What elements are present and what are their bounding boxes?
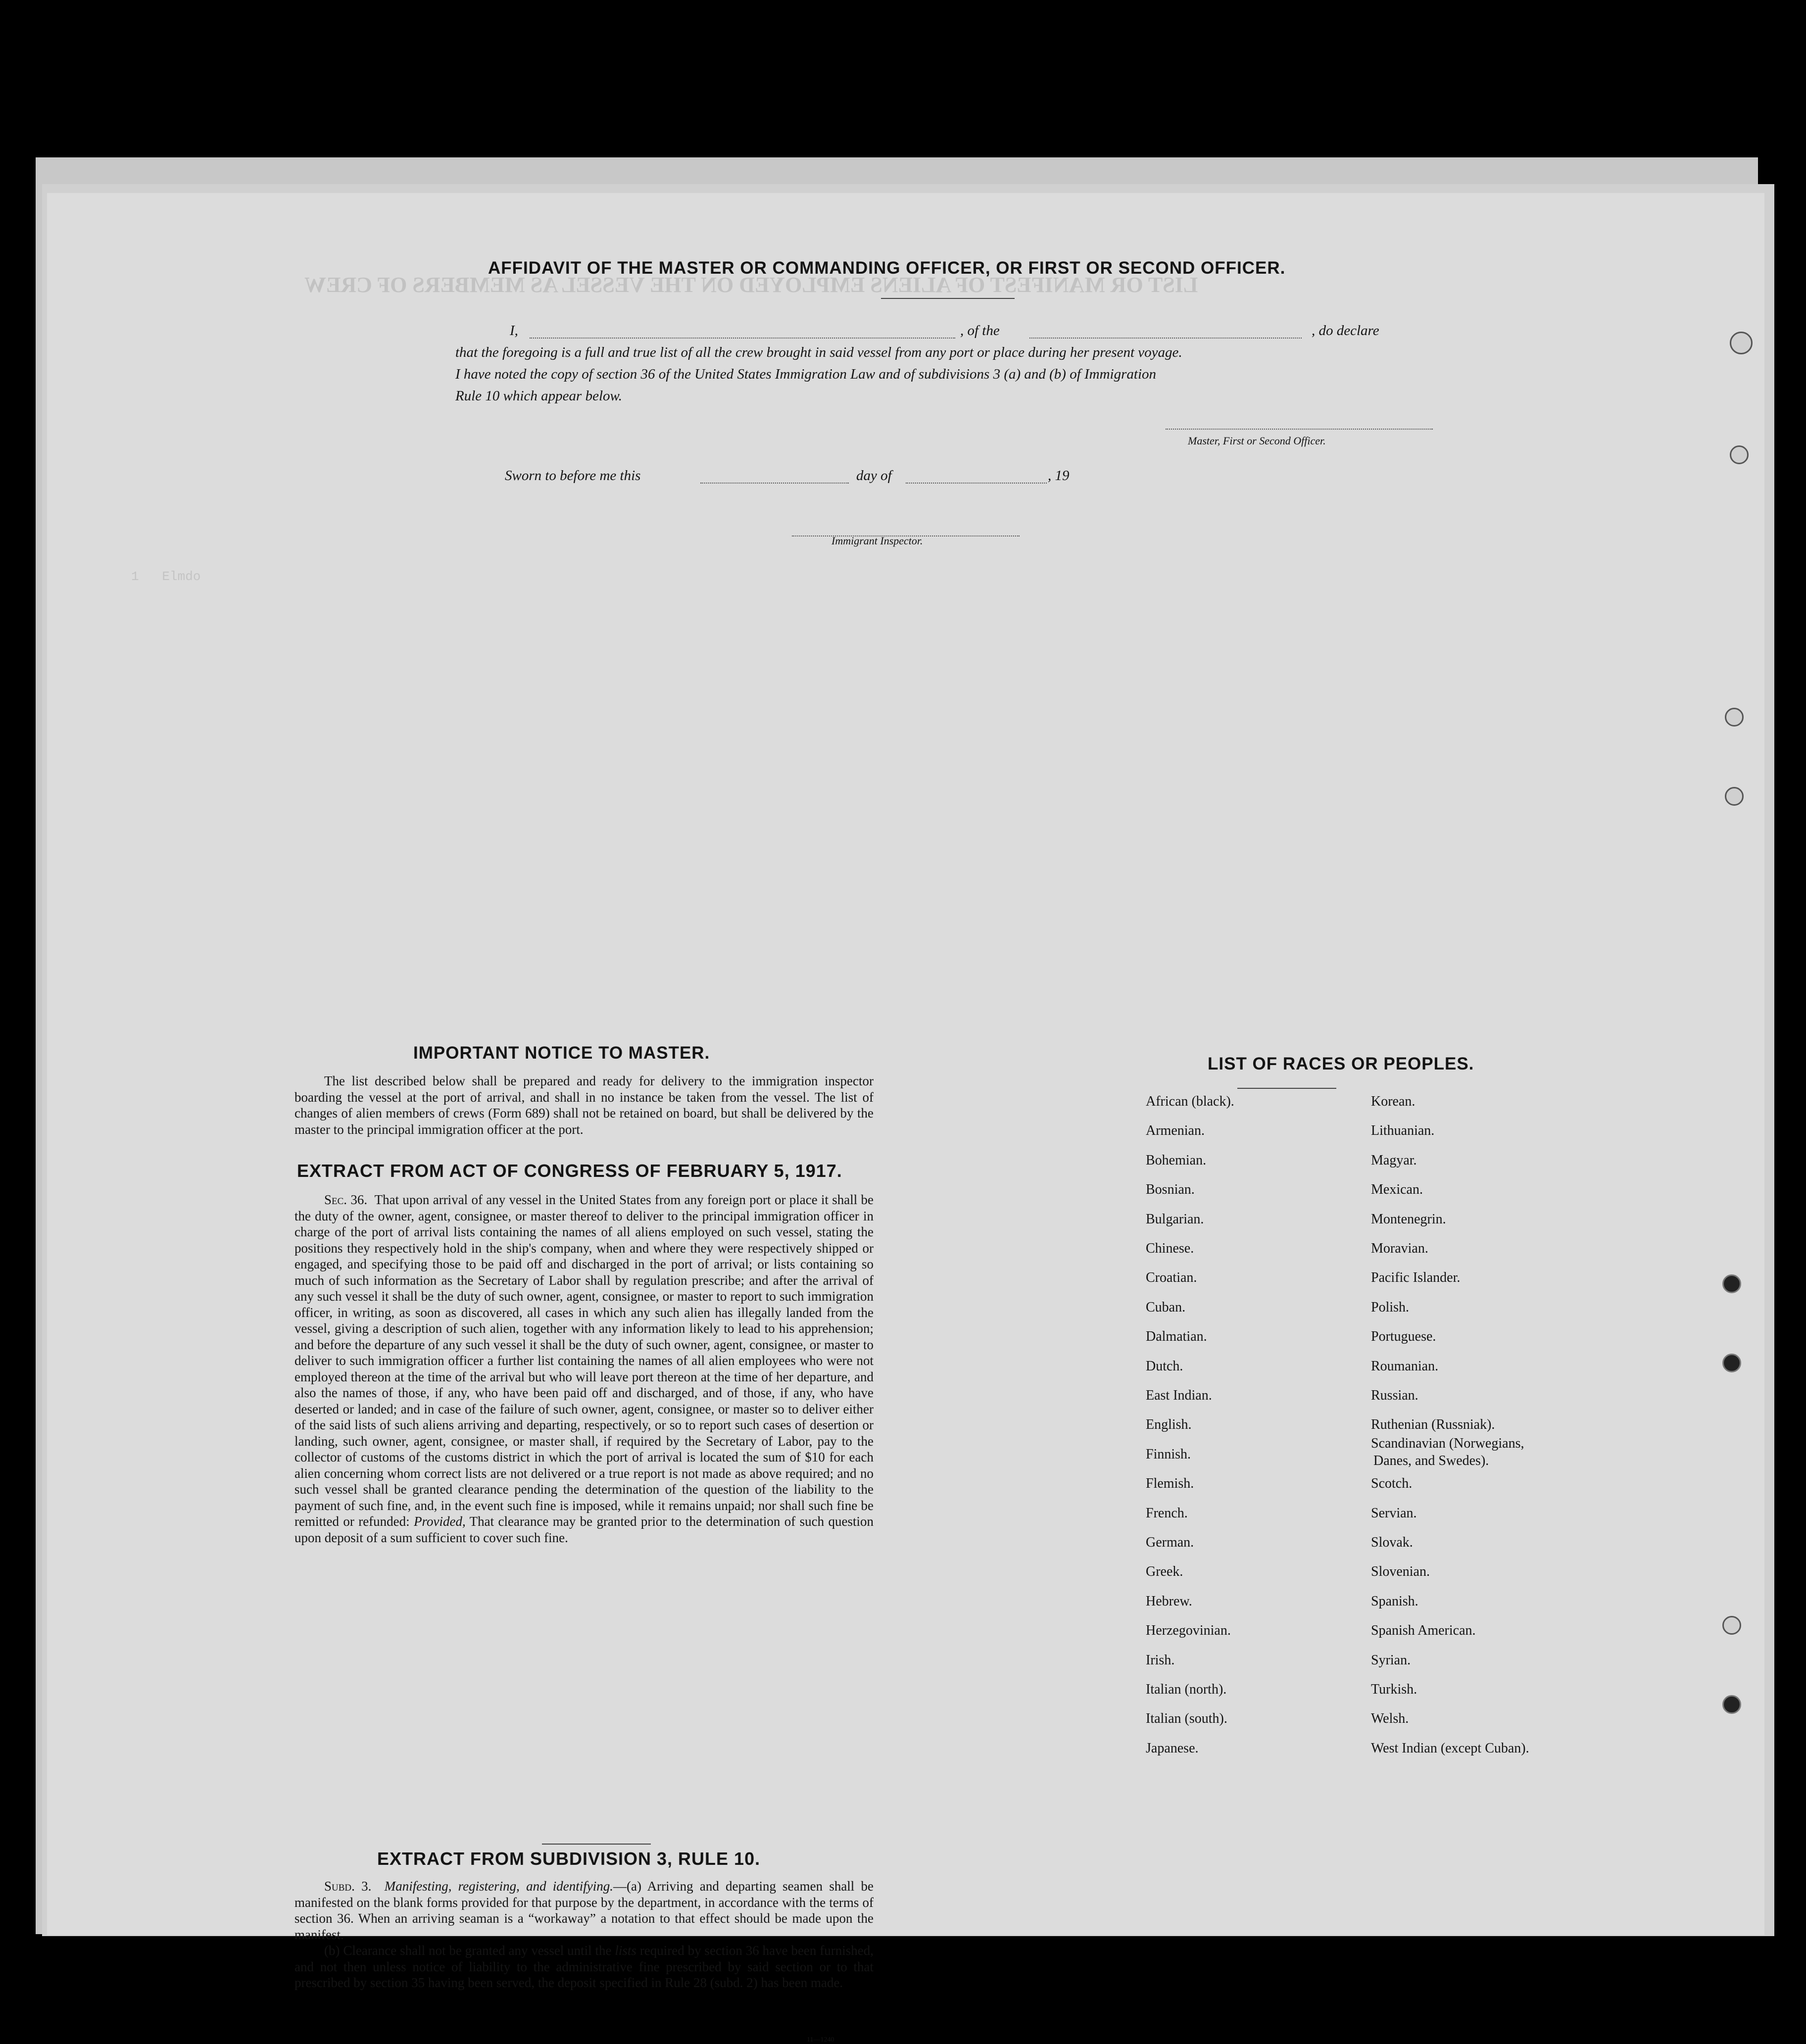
notice-paragraph: The list described below shall be prepared and ready for delivery to the immigration inspector boarding the vessel at the port of arrival, and shall in no instance be taken from the vessel. The list of changes of alien members of crews (Form 689) shall not be retained on board, but shall be delivered by the master to the principal immigration officer at the port. <box>294 1073 874 1137</box>
race-item: Italian (north). <box>1146 1682 1227 1697</box>
act-divider <box>542 1844 651 1845</box>
notice-title: IMPORTANT NOTICE TO MASTER. <box>413 1043 710 1063</box>
race-item: Syrian. <box>1371 1652 1411 1668</box>
race-item: Greek. <box>1146 1564 1183 1580</box>
race-item: Scotch. <box>1371 1476 1413 1492</box>
race-item: Herzegovinian. <box>1146 1623 1231 1639</box>
section-label: Sec. 36. <box>324 1192 368 1207</box>
subd-a-text: —(a) Arriving and departing seamen shall be manifested on the blank forms provided for that purpose by the department, in accordance with the terms of section 36. When an arriving seaman is a “workaway” a notation to that effect should be made upon the manifest. <box>294 1879 874 1942</box>
race-scandinavian-cont: Danes, and Swedes). <box>1373 1453 1489 1468</box>
master-name-field[interactable] <box>530 338 955 339</box>
master-signature-field[interactable] <box>1166 429 1433 430</box>
race-item: Ruthenian (Russniak). <box>1371 1417 1495 1433</box>
race-item: Cuban. <box>1146 1299 1186 1315</box>
race-item: Flemish. <box>1146 1476 1194 1492</box>
bleed-through-heading: LIST OR MANIFEST OF ALIENS EMPLOYED ON THE VESSEL AS MEMBERS OF CREW <box>304 273 1198 297</box>
race-item: Italian (south). <box>1146 1711 1227 1727</box>
sworn-day-field[interactable] <box>700 483 849 484</box>
bleed-through-row: 1 Elmdo <box>131 569 1104 584</box>
race-item: Dutch. <box>1146 1358 1183 1374</box>
race-item: Spanish American. <box>1371 1623 1476 1639</box>
race-item: Bulgarian. <box>1146 1211 1204 1227</box>
race-item: Dalmatian. <box>1146 1329 1207 1345</box>
vessel-name-field[interactable] <box>1029 338 1302 339</box>
day-of-text: day of <box>856 468 892 484</box>
race-item: Spanish. <box>1371 1593 1418 1609</box>
punch-hole <box>1725 708 1744 727</box>
race-item: Bosnian. <box>1146 1182 1195 1198</box>
section-36-text-end: That clearance may be granted prior to the determination of such question upon deposit of a sum sufficient to cover such fine. <box>294 1514 874 1545</box>
punch-hole <box>1722 1695 1741 1714</box>
master-signature-label: Master, First or Second Officer. <box>1188 435 1326 447</box>
subd-b-end: required by section 36 have been furnished, and not then unless notice of liability to the administrative fine prescribed by said section or to that prescribed by section 35 having been served, the deposit specified in Rule 28 (subd. 2) has been made. <box>294 1943 874 1990</box>
race-item: English. <box>1146 1417 1192 1433</box>
race-item: Roumanian. <box>1371 1358 1439 1374</box>
sworn-month-field[interactable] <box>906 483 1047 484</box>
subdivision-b-paragraph <box>294 1943 874 1991</box>
race-item: Scandinavian (Norwegians, <box>1371 1435 1524 1451</box>
inspector-label: Immigrant Inspector. <box>831 535 923 547</box>
punch-hole <box>1722 1274 1741 1293</box>
subd-label: Subd. 3. <box>324 1879 372 1894</box>
race-item: Lithuanian. <box>1371 1123 1435 1139</box>
section-36-paragraph <box>294 1192 874 1546</box>
form-number: 11—1240 <box>807 2036 834 2044</box>
race-item: African (black). <box>1146 1094 1234 1109</box>
races-title-underline <box>1237 1088 1336 1089</box>
affidavit-of-the: , of the <box>960 323 1000 339</box>
race-item: Slovenian. <box>1371 1564 1430 1580</box>
affidavit-title-underline <box>881 298 1015 299</box>
sworn-text: Sworn to before me this <box>505 468 641 484</box>
sworn-year-text: , 19 <box>1048 468 1070 484</box>
race-item: Croatian. <box>1146 1270 1197 1286</box>
race-item: Mexican. <box>1371 1182 1423 1198</box>
race-item: East Indian. <box>1146 1388 1212 1403</box>
affidavit-title: AFFIDAVIT OF THE MASTER OR COMMANDING OFFICER, OR FIRST OR SECOND OFFICER. <box>488 258 1286 278</box>
subdivision-a-paragraph <box>294 1878 874 1943</box>
document-page <box>47 193 1764 2044</box>
punch-hole <box>1730 332 1753 354</box>
race-item: German. <box>1146 1535 1194 1550</box>
act-extract-text <box>294 1192 874 1546</box>
race-item: Moravian. <box>1371 1241 1428 1256</box>
race-item: Polish. <box>1371 1299 1410 1315</box>
race-item: Slovak. <box>1371 1535 1413 1550</box>
punch-hole <box>1725 787 1744 806</box>
affidavit-line-4: Rule 10 which appear below. <box>455 388 622 404</box>
subd-b-lists: lists <box>615 1943 636 1958</box>
punch-hole <box>1730 445 1749 464</box>
race-item: Finnish. <box>1146 1446 1191 1462</box>
rule-extract-title: EXTRACT FROM SUBDIVISION 3, RULE 10. <box>377 1849 761 1869</box>
notice-text <box>294 1073 874 1137</box>
section-36-text: That upon arrival of any vessel in the United States from any foreign port or place it shall be the duty of the owner, agent, consignee, or master thereof to deliver to the principal immigration officer in charge of the port of arrival lists containing the names of all aliens employed on such vessel, stating the positions they respectively hold in the ship's company, when and where they were respectively shipped or engaged, and specifying those to be paid off and discharged in the port of arrival; or lists containing so much of such information as the Secretary of Labor shall by regulation prescribe; and after the arrival of any such vessel it shall be the duty of such owner, agent, consignee, or master to report to such immigration officer, in writing, as soon as discovered, all cases in which any such alien has illegally landed from the vessel, giving a description of such alien, together with any information likely to lead to his apprehension; and before the departure of any such vessel it shall be the duty of such owner, agent, consignee, or master to deliver to such immigration officer a further list containing the names of all alien employees who were not employed thereon at the time of the arrival but who will leave port thereon at the time of her departure, and also the names of those, if any, who have been paid off and discharged, and of those, if any, who have deserted or landed; and in case of the failure of such owner, agent, consignee, or master so to deliver either of the said lists of such aliens arriving and departing, respectively, or so to report such cases of desertion or landing, such owner, agent, consignee, or master shall, if required by the Secretary of Labor, pay to the collector of customs of the customs district in which the port of arrival is located the sum of $10 for each alien concerning whom correct lists are not delivered or a true report is not made as above required; and no such vessel shall be granted clearance pending the determination of the question of the liability to the payment of such fine, and, in the event such fine is imposed, while it remains unpaid; nor shall such fine be remitted or refunded: <box>294 1192 874 1529</box>
race-item: Korean. <box>1371 1094 1416 1109</box>
race-item: Hebrew. <box>1146 1593 1192 1609</box>
race-item: Japanese. <box>1146 1740 1199 1756</box>
act-extract-title: EXTRACT FROM ACT OF CONGRESS OF FEBRUARY 5, 1917. <box>297 1161 842 1181</box>
race-item: Welsh. <box>1371 1711 1409 1727</box>
race-item: Montenegrin. <box>1371 1211 1446 1227</box>
affidavit-do-declare: , do declare <box>1312 323 1379 339</box>
punch-hole <box>1722 1616 1741 1635</box>
punch-hole <box>1722 1354 1741 1372</box>
provided-word: Provided, <box>414 1514 466 1529</box>
race-item: Portuguese. <box>1371 1329 1436 1345</box>
rule-extract-text <box>294 1878 874 1991</box>
races-title: LIST OF RACES OR PEOPLES. <box>1208 1054 1474 1073</box>
race-item: Turkish. <box>1371 1682 1417 1697</box>
race-item: Chinese. <box>1146 1241 1194 1256</box>
subd-b-start: (b) Clearance shall not be granted any vessel until the <box>324 1943 612 1958</box>
race-item: Russian. <box>1371 1388 1418 1403</box>
race-item: Pacific Islander. <box>1371 1270 1461 1286</box>
race-item: Irish. <box>1146 1652 1175 1668</box>
affidavit-line-2: that the foregoing is a full and true list of all the crew brought in said vessel from any port or place during her present voyage. <box>455 344 1182 360</box>
race-item: French. <box>1146 1505 1188 1521</box>
race-item: Servian. <box>1371 1505 1417 1521</box>
race-item: Bohemian. <box>1146 1152 1207 1168</box>
race-item: West Indian (except Cuban). <box>1371 1740 1529 1756</box>
affidavit-line-3: I have noted the copy of section 36 of the United States Immigration Law and of subdivisions 3 (a) and (b) of Immigration <box>455 366 1157 382</box>
affidavit-i: I, <box>510 323 518 339</box>
race-item: Magyar. <box>1371 1152 1417 1168</box>
subd-heading: Manifesting, registering, and identifying. <box>384 1879 613 1894</box>
race-item: Armenian. <box>1146 1123 1205 1139</box>
